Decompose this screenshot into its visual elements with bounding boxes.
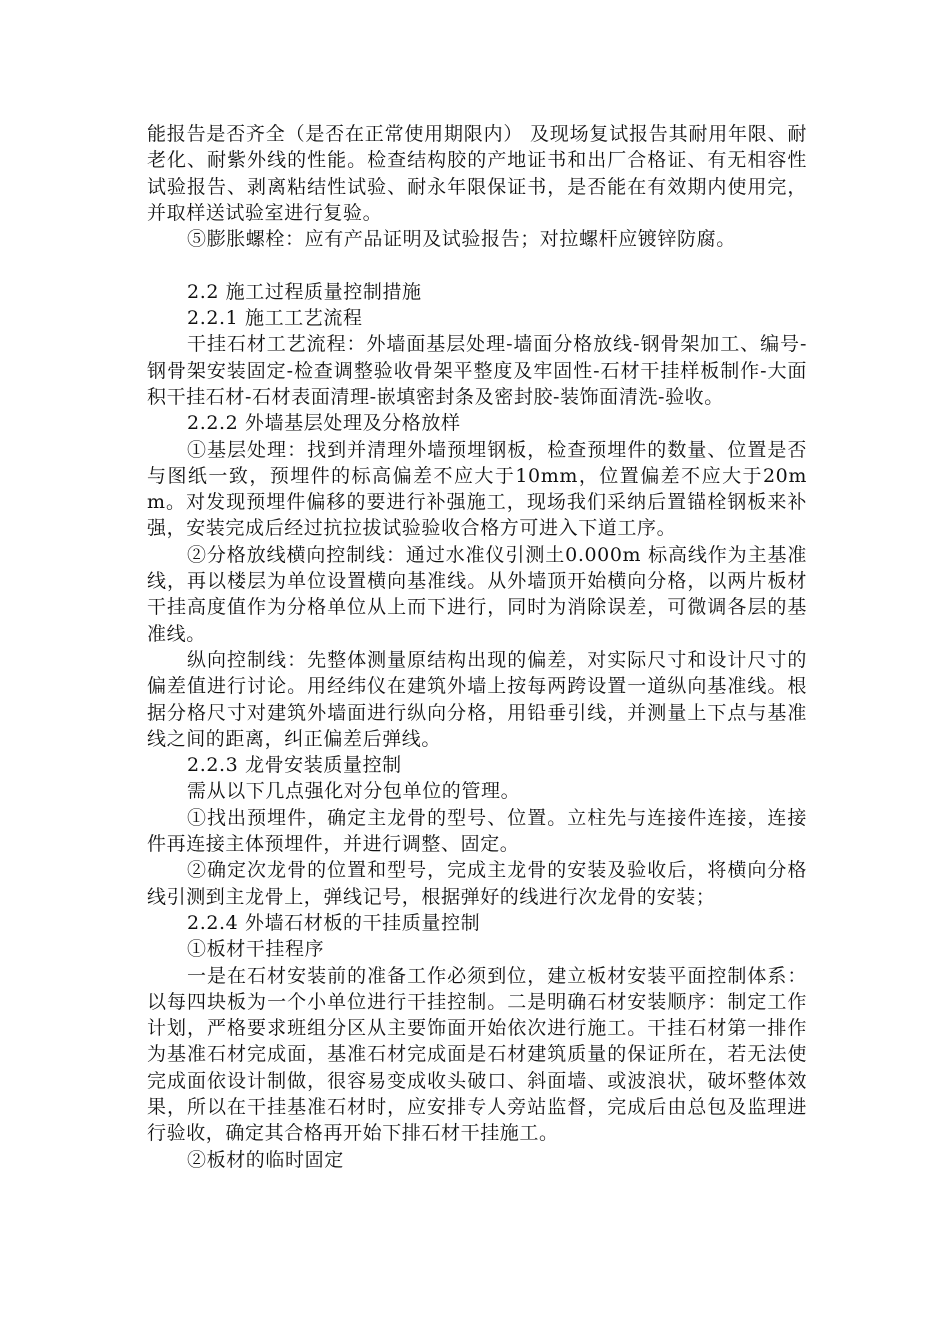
- paragraph-main-keel: ①找出预埋件，确定主龙骨的型号、位置。立柱先与连接件连接，连接件再连接主体预埋件，并进行调整、固定。: [147, 806, 807, 856]
- section-heading-2-2-2: 2.2.2 外墙基层处理及分格放样: [187, 412, 461, 435]
- section-heading-2-2-1: 2.2.1 施工工艺流程: [187, 307, 363, 330]
- section-heading-2-2: 2.2 施工过程质量控制措施: [187, 280, 422, 303]
- paragraph-horizontal-control: ②分格放线横向控制线：通过水准仪引测土0.000m 标高线作为主基准线，再以楼层为单位设置横向基准线。从外墙顶开始横向分格，以两片板材干挂高度值作为分格单位从上而下进行，同时为消除误差，可微调各层的基准线。: [147, 543, 807, 645]
- section-heading-2-2-4: 2.2.4 外墙石材板的干挂质量控制: [187, 911, 481, 934]
- document-body: [147, 121, 807, 1173]
- paragraph-temporary-fixing-title: ②板材的临时固定: [187, 1148, 344, 1171]
- paragraph-sealant-inspection: 能报告是否齐全（是否在正常使用期限内） 及现场复试报告其耐用年限、耐老化、耐紫外线的性能。检查结构胶的产地证书和出厂合格证、有无相容性试验报告、剥离粘结性试验、耐永年限保证书，是否能在有效期内使用完，并取样送试验室进行复验。: [147, 123, 807, 224]
- paragraph-expansion-bolts: ⑤膨胀螺栓：应有产品证明及试验报告；对拉螺杆应镀锌防腐。: [187, 228, 736, 251]
- paragraph-base-treatment: ①基层处理：找到并清理外墙预埋钢板，检查预埋件的数量、位置是否与图纸一致，预埋件的标高偏差不应大于10mm，位置偏差不应大于20mm。对发现预埋件偏移的要进行补强施工，现场我们采纳后置锚栓钢板来补强，安装完成后经过抗拉拔试验验收合格方可进入下道工序。: [147, 438, 807, 540]
- paragraph-hanging-procedure-title: ①板材干挂程序: [187, 938, 325, 961]
- paragraph-vertical-control: 纵向控制线：先整体测量原结构出现的偏差，对实际尺寸和设计尺寸的偏差值进行讨论。用经纬仪在建筑外墙上按每两跨设置一道纵向基准线。根据分格尺寸对建筑外墙面进行纵向分格，用铅垂引线，并测量上下点与基准线之间的距离，纠正偏差后弹线。: [147, 648, 807, 750]
- paragraph-process-flow: 干挂石材工艺流程：外墙面基层处理-墙面分格放线-钢骨架加工、编号-钢骨架安装固定-检查调整验收骨架平整度及牢固性-石材干挂样板制作-大面积干挂石材-石材表面清理-嵌填密封条及密封胶-装饰面清洗-验收。: [147, 333, 807, 408]
- paragraph-subcontractor-management: 需从以下几点强化对分包单位的管理。: [187, 780, 521, 803]
- blank-line: [147, 252, 807, 278]
- paragraph-secondary-keel: ②确定次龙骨的位置和型号，完成主龙骨的安装及验收后，将横向分格线引测到主龙骨上，弹线记号，根据弹好的线进行次龙骨的安装；: [147, 859, 807, 908]
- paragraph-hanging-procedure: 一是在石材安装前的准备工作必须到位，建立板材安装平面控制体系：以每四块板为一个小单位进行干挂控制。二是明确石材安装顺序：制定工作计划，严格要求班组分区从主要饰面开始依次进行施工。干挂石材第一排作为基准石材完成面，基准石材完成面是石材建筑质量的保证所在，若无法使完成面依设计制做，很容易变成收头破口、斜面墙、或波浪状，破坏整体效果，所以在干挂基准石材时，应安排专人旁站监督，完成后由总包及监理进行验收，确定其合格再开始下排石材干挂施工。: [147, 964, 807, 1145]
- section-heading-2-2-3: 2.2.3 龙骨安装质量控制: [187, 754, 402, 777]
